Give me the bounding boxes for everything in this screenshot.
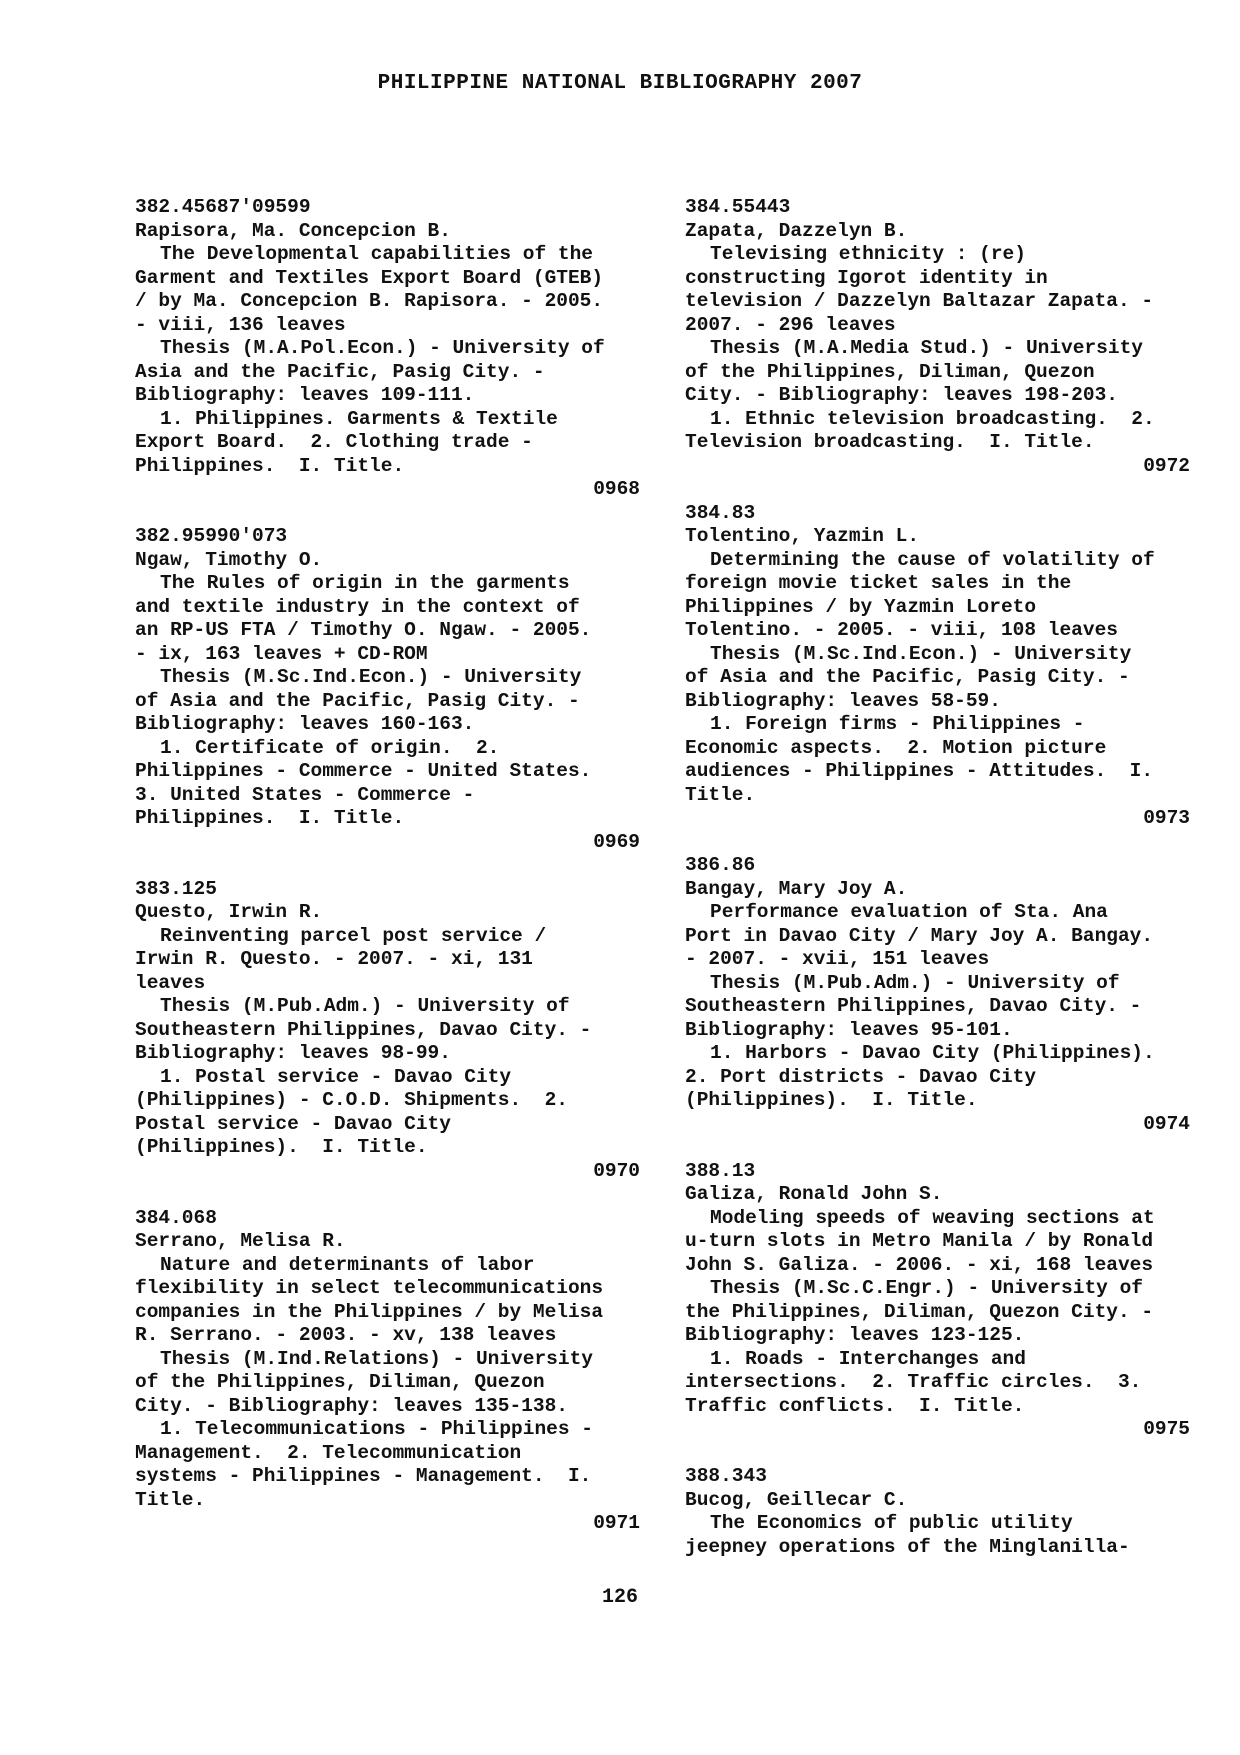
class-number: 384.55443 — [685, 196, 791, 218]
entry-line: The Economics of public utility — [710, 1512, 1073, 1534]
entry-line: John S. Galiza. - 2006. - xi, 168 leaves — [685, 1253, 1154, 1276]
class-number: 388.343 — [685, 1465, 767, 1487]
class-number: 383.125 — [135, 877, 217, 900]
entry-line: Economic aspects. 2. Motion picture — [685, 736, 1107, 759]
class-number: 382.45687'09599 — [135, 196, 311, 218]
entry-line: Bibliography: leaves 109-111. — [135, 384, 475, 406]
entry-line: Thesis (M.Pub.Adm.) - University of — [160, 995, 570, 1017]
entry-line: Thesis (M.A.Pol.Econ.) - University of — [160, 337, 605, 359]
entry-line: 2. Port districts - Davao City — [685, 1065, 1037, 1088]
entry-line: Modeling speeds of weaving sections at — [710, 1206, 1155, 1229]
entry-line: Southeastern Philippines, Davao City. - — [135, 1018, 592, 1041]
entry-line: audiences - Philippines - Attitudes. I. — [685, 760, 1154, 782]
entry-line: Title. — [135, 1488, 206, 1511]
entry-line: 1. Philippines. Garments & Textile — [160, 407, 558, 430]
entry-line: City. - Bibliography: leaves 198-203. — [685, 384, 1118, 406]
entry-line: of Asia and the Pacific, Pasig City. - — [135, 689, 580, 712]
entry-line: Garment and Textiles Export Board (GTEB) — [135, 266, 604, 289]
author: Zapata, Dazzelyn B. — [685, 219, 908, 242]
bibliographic-entry — [135, 878, 640, 1184]
entry-line: Thesis (M.Ind.Relations) - University — [160, 1347, 593, 1370]
entry-line: Thesis (M.A.Media Stud.) - University — [710, 337, 1143, 359]
author: Tolentino, Yazmin L. — [685, 525, 920, 547]
entry-line: (Philippines). I. Title. — [685, 1089, 978, 1111]
entry-line: leaves — [135, 971, 206, 994]
entry-line: Title. — [685, 783, 756, 806]
entry-line: 1. Foreign firms - Philippines - — [710, 713, 1085, 735]
entry-line: Reinventing parcel post service / — [160, 924, 547, 947]
entry-line: Port in Davao City / Mary Joy A. Bangay. — [685, 924, 1154, 947]
left-column — [135, 196, 640, 1536]
entry-line: Philippines. I. Title. — [135, 454, 405, 477]
class-number: 388.13 — [685, 1159, 756, 1182]
author: Ngaw, Timothy O. — [135, 548, 323, 571]
entry-line: 1. Certificate of origin. 2. — [160, 736, 500, 759]
entry-line: Bibliography: leaves 160-163. — [135, 713, 475, 735]
entry-line: constructing Igorot identity in — [685, 266, 1048, 289]
entry-line: Thesis (M.Pub.Adm.) - University of — [710, 971, 1120, 994]
entry-line: Tolentino. - 2005. - viii, 108 leaves — [685, 619, 1118, 641]
entry-line: The Rules of origin in the garments — [160, 572, 570, 594]
entry-line: - 2007. - xvii, 151 leaves — [685, 948, 990, 970]
entry-line: Irwin R. Questo. - 2007. - xi, 131 — [135, 948, 533, 970]
entry-line: Southeastern Philippines, Davao City. - — [685, 995, 1142, 1017]
author: Rapisora, Ma. Concepcion B. — [135, 219, 451, 242]
entry-number: 0973 — [1143, 807, 1190, 829]
right-column — [685, 196, 1190, 1559]
entry-line: of Asia and the Pacific, Pasig City. - — [685, 666, 1130, 688]
entry-line: 2007. - 296 leaves — [685, 313, 896, 336]
entry-number: 0971 — [593, 1512, 640, 1534]
entry-line: 1. Roads - Interchanges and — [710, 1347, 1026, 1370]
entry-line: 1. Ethnic television broadcasting. 2. — [710, 407, 1155, 430]
entry-line: of the Philippines, Diliman, Quezon — [135, 1371, 545, 1393]
bibliographic-entry — [685, 502, 1190, 831]
bibliographic-entry — [135, 1207, 640, 1536]
class-number: 384.83 — [685, 501, 756, 524]
entry-line: Thesis (M.Sc.C.Engr.) - University of — [710, 1277, 1143, 1299]
bibliographic-entry — [135, 525, 640, 854]
page-number: 126 — [601, 1586, 638, 1609]
entry-line: City. - Bibliography: leaves 135-138. — [135, 1394, 568, 1417]
entry-line: an RP-US FTA / Timothy O. Ngaw. - 2005. — [135, 619, 592, 641]
entry-number: 0969 — [593, 830, 640, 853]
entry-number: 0968 — [593, 478, 640, 500]
author: Bangay, Mary Joy A. — [685, 877, 908, 900]
entry-line: Postal service - Davao City — [135, 1112, 451, 1135]
entry-line: television / Dazzelyn Baltazar Zapata. - — [685, 290, 1154, 312]
entry-line: Philippines. I. Title. — [135, 807, 405, 829]
entry-number: 0972 — [1143, 454, 1190, 477]
bibliographic-entry — [685, 854, 1190, 1136]
entry-line: Bibliography: leaves 98-99. — [135, 1042, 451, 1064]
entry-line: / by Ma. Concepcion B. Rapisora. - 2005. — [135, 290, 604, 312]
entry-line: jeepney operations of the Minglanilla- — [685, 1535, 1130, 1558]
entry-line: (Philippines). I. Title. — [135, 1136, 428, 1158]
entry-number: 0970 — [593, 1159, 640, 1182]
entry-line: - viii, 136 leaves — [135, 313, 346, 336]
class-number: 384.068 — [135, 1206, 217, 1229]
entry-line: Determining the cause of volatility of — [710, 548, 1155, 571]
entry-line: 1. Telecommunications - Philippines - — [160, 1418, 593, 1440]
author: Serrano, Melisa R. — [135, 1230, 346, 1252]
entry-line: systems - Philippines - Management. I. — [135, 1465, 592, 1487]
page-header: PHILIPPINE NATIONAL BIBLIOGRAPHY 2007 — [377, 72, 863, 95]
entry-number: 0975 — [1143, 1418, 1190, 1440]
entry-line: 1. Postal service - Davao City — [160, 1065, 512, 1088]
author: Bucog, Geillecar C. — [685, 1488, 908, 1511]
entry-line: flexibility in select telecommunications — [135, 1277, 604, 1299]
entry-line: Bibliography: leaves 95-101. — [685, 1018, 1013, 1041]
entry-line: companies in the Philippines / by Melisa — [135, 1300, 604, 1323]
bibliographic-entry — [685, 1160, 1190, 1442]
entry-line: (Philippines) - C.O.D. Shipments. 2. — [135, 1089, 568, 1111]
entry-line: Performance evaluation of Sta. Ana — [710, 901, 1108, 923]
entry-line: the Philippines, Diliman, Quezon City. - — [685, 1300, 1154, 1323]
entry-line: - ix, 163 leaves + CD-ROM — [135, 642, 428, 665]
author: Galiza, Ronald John S. — [685, 1183, 943, 1205]
bibliographic-entry — [685, 196, 1190, 478]
entry-line: Television broadcasting. I. Title. — [685, 431, 1095, 453]
entry-line: 1. Harbors - Davao City (Philippines). — [710, 1042, 1155, 1064]
entry-line: Televising ethnicity : (re) — [710, 243, 1026, 265]
entry-line: Philippines - Commerce - United States. — [135, 760, 592, 782]
entry-line: u-turn slots in Metro Manila / by Ronald — [685, 1230, 1154, 1252]
entry-number: 0974 — [1143, 1112, 1190, 1135]
class-number: 382.95990'073 — [135, 525, 288, 547]
entry-line: Export Board. 2. Clothing trade - — [135, 431, 533, 453]
entry-line: Bibliography: leaves 123-125. — [685, 1324, 1025, 1346]
entry-line: Bibliography: leaves 58-59. — [685, 689, 1001, 712]
entry-line: Traffic conflicts. I. Title. — [685, 1394, 1025, 1417]
entry-line: Management. 2. Telecommunication — [135, 1441, 522, 1464]
entry-line: Philippines / by Yazmin Loreto — [685, 595, 1037, 618]
entry-line: Nature and determinants of labor — [160, 1253, 535, 1276]
class-number: 386.86 — [685, 854, 756, 876]
entry-line: Thesis (M.Sc.Ind.Econ.) - University — [160, 666, 582, 688]
author: Questo, Irwin R. — [135, 901, 323, 923]
bibliographic-entry — [135, 196, 640, 502]
entry-line: The Developmental capabilities of the — [160, 243, 593, 265]
entry-line: Asia and the Pacific, Pasig City. - — [135, 360, 545, 383]
entry-line: R. Serrano. - 2003. - xv, 138 leaves — [135, 1324, 557, 1346]
entry-line: intersections. 2. Traffic circles. 3. — [685, 1371, 1142, 1393]
bibliographic-entry — [685, 1465, 1190, 1559]
entry-line: and textile industry in the context of — [135, 595, 580, 618]
entry-line: 3. United States - Commerce - — [135, 783, 475, 806]
entry-line: foreign movie ticket sales in the — [685, 572, 1072, 594]
entry-line: Thesis (M.Sc.Ind.Econ.) - University — [710, 642, 1132, 665]
entry-line: of the Philippines, Diliman, Quezon — [685, 360, 1095, 383]
